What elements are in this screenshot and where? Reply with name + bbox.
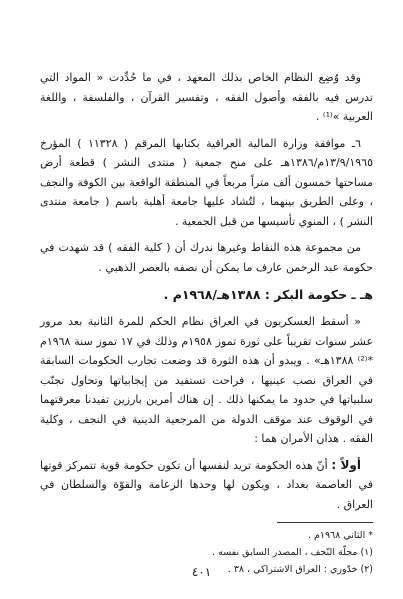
- page-body: [40, 68, 373, 578]
- footnote-1: (١) مجلّة النّجف ، المصدر السابق نفسه .: [212, 547, 373, 558]
- paragraph-4: « أسقط العسكريون في العراق نظام الحكم للمرة الثانية بعد مرور عشر سنوات تقريباً على ثورة تموز ١٩٥٨م وذلك في ١٧ تموز سنة ١٩٦٨م *⁽²⁾ ١٣٨٨هـ» . ويبدو أن هذه الثورة قد وضعت تجارب الحكومات السابقة في العراق نصب عينيها ، فراحت تستفيد من إيجابياتها وتحاول تجنّب سلبياتها في حدود ما يمكنها ذلك . إن هناك أمرين بارزين تفيدنا معرفتهما في الوقوف عند موقف الدولة من المرجعية الدينية في النجف ، وكلية الفقه . هذان الأمران هما :: [40, 315, 374, 445]
- page-number: ٤٠١: [191, 565, 212, 579]
- section-heading: هـ ـ حكومة البكر : ١٣٨٨هـ/١٩٦٨م .: [163, 287, 373, 302]
- footnote-divider: [277, 522, 373, 523]
- paragraph-1: وقد وُضِع النظام الخاص بذلك المعهد ، في ما حُدِّدت « المواد التي تدرس فيه بالفقه وأصول الفقه ، وتفسير القرآن ، والفلسفة ، واللغة العربية »⁽¹⁾ .: [40, 71, 373, 123]
- paragraph-3: من مجموعة هذه النقاط وغيرها ندرك أن ( كلية الفقه ) قد شهدت في حكومة عبد الرحمن عارف ما يمكن أن نصفه بالعصر الذهبي .: [40, 241, 373, 274]
- point-1: [40, 456, 373, 515]
- footnote-2: (٢) خدّوري : العراق الاشتراكي ، ٣٨ .: [227, 564, 373, 575]
- point-1-lead: أولاً :: [331, 457, 362, 472]
- point-1-text: أنّ هذه الحكومة تريد لنفسها أن تكون حكومة قوية تتمركز قوتها في العاصمة بغداد ، ويكون لها وحدها الزعامة والقوّة والسلطان في العراق .: [40, 458, 373, 511]
- paragraph-2: ٦ـ موافقة وزارة المالية العراقية بكتابها المرقم ( ١١٣٢٨ ) المؤرخ ١٣/٩/١٩٦٥م/١٣٨٦هـ على منح جمعية ( منتدى النشر ) قطعة أرض مساحتها خمسون ألف متراً مربعاً في المنطقة الواقعة بين الكوفة والنجف ، وعلى الطريق بينهما ، لتُشاد عليها جامعة أهلية باسم ( جامعة منتدى النشر ) ، المنوي تأسيسها من قبل الجمعية .: [40, 136, 373, 228]
- footnote-star: * الثاني ١٩٦٨م .: [308, 530, 373, 541]
